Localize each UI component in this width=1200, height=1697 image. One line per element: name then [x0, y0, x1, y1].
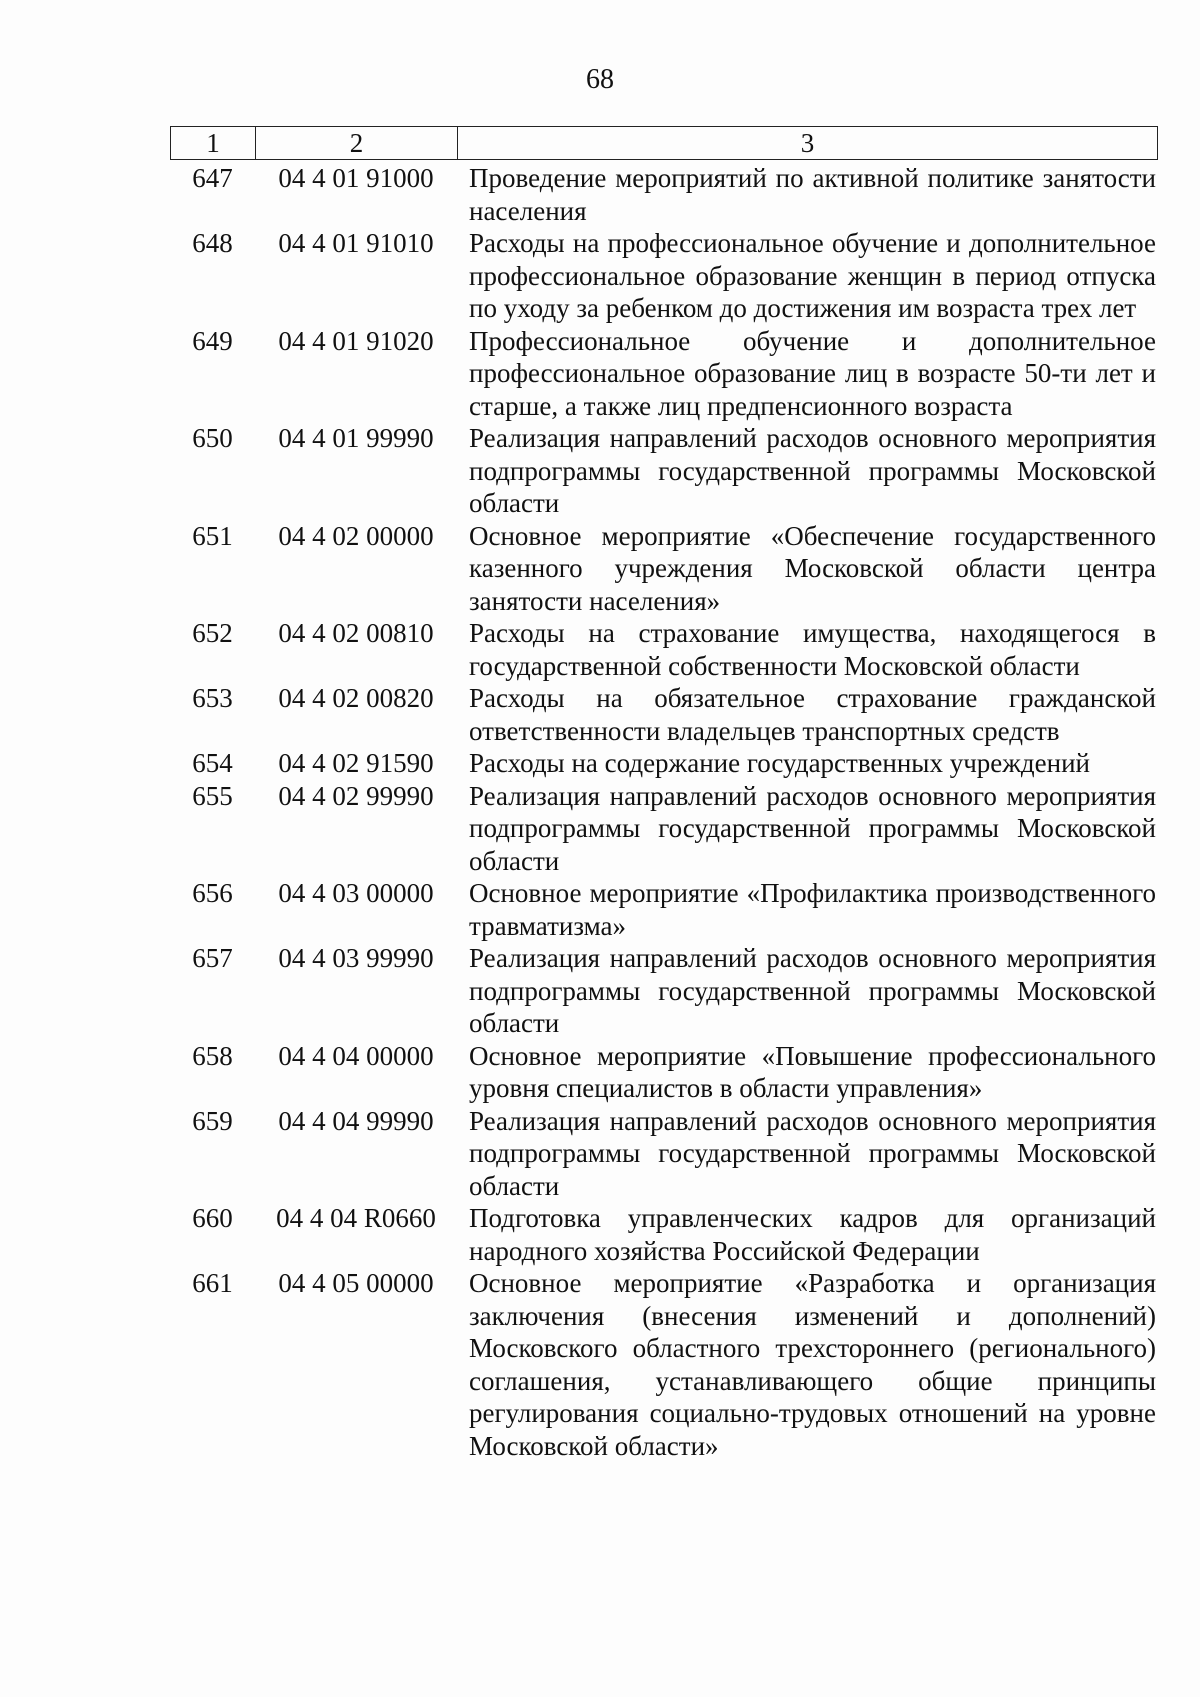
row-description: Проведение мероприятий по активной политике занятости населения: [469, 163, 1156, 226]
row-description: Основное мероприятие «Профилактика производственного травматизма»: [469, 878, 1156, 941]
table-row: [170, 520, 1158, 618]
row-code: 04 4 01 91000: [278, 163, 434, 193]
row-description: Реализация направлений расходов основного мероприятия подпрограммы государственной программы Московской области: [469, 423, 1156, 518]
page-number: 68: [586, 64, 614, 95]
table-row: [170, 617, 1158, 682]
row-code: 04 4 01 91010: [278, 228, 434, 258]
row-description: Подготовка управленческих кадров для организаций народного хозяйства Российской Федерации: [469, 1203, 1156, 1266]
row-number: 657: [192, 943, 233, 973]
row-description: Расходы на профессиональное обучение и дополнительное профессиональное образование женщин в период отпуска по уходу за ребенком до достижения им возраста трех лет: [469, 228, 1156, 323]
row-description: Расходы на содержание государственных учреждений: [469, 748, 1090, 778]
row-code: 04 4 01 91020: [278, 325, 434, 356]
row-description: Основное мероприятие «Обеспечение государственного казенного учреждения Московской области центра занятости населения»: [469, 520, 1156, 616]
row-description: Реализация направлений расходов основного мероприятия подпрограммы государственной программы Московской области: [469, 1105, 1156, 1201]
row-number: 649: [192, 325, 233, 356]
row-description: Расходы на страхование имущества, находящегося в государственной собственности Московской области: [469, 618, 1156, 681]
table-row: [170, 325, 1158, 423]
row-number: 647: [192, 163, 233, 193]
row-description: Реализация направлений расходов основного мероприятия подпрограммы государственной программы Московской области: [469, 780, 1156, 876]
row-code: 04 4 03 00000: [278, 878, 434, 908]
table-row: [170, 422, 1158, 520]
table-row: [170, 162, 1158, 227]
row-number: 659: [192, 1105, 233, 1136]
row-code: 04 4 04 R0660: [276, 1203, 436, 1233]
row-code: 04 4 02 91590: [278, 748, 434, 778]
row-code: 04 4 01 99990: [278, 423, 434, 453]
table-row: [170, 942, 1158, 1040]
table-row: [170, 1267, 1158, 1462]
row-code: 04 4 04 00000: [278, 1040, 434, 1071]
row-description: Основное мероприятие «Повышение профессионального уровня специалистов в области управления»: [469, 1040, 1156, 1103]
row-description: Основное мероприятие «Разработка и организация заключения (внесения изменений и дополнений) Московского областного трехстороннего (регионального) соглашения, устанавливающего общие принципы регулирования социально-трудовых отношений на уровне Московской области»: [469, 1268, 1156, 1461]
row-number: 655: [192, 780, 233, 811]
row-number: 661: [192, 1268, 233, 1298]
row-number: 656: [192, 878, 233, 908]
row-code: 04 4 05 00000: [278, 1268, 434, 1298]
row-code: 04 4 02 99990: [278, 780, 434, 811]
row-description: Профессиональное обучение и дополнительное профессиональное образование лиц в возрасте 50-ти лет и старше, а также лиц предпенсионного возраста: [469, 325, 1156, 421]
row-number: 653: [192, 683, 233, 713]
table-row: [170, 1040, 1158, 1105]
table-row: [170, 1105, 1158, 1203]
table-row: [170, 877, 1158, 942]
row-number: 658: [192, 1040, 233, 1071]
table-row: [170, 747, 1158, 780]
header-col-3: 3: [800, 127, 815, 158]
row-code: 04 4 04 99990: [278, 1105, 434, 1136]
row-code: 04 4 03 99990: [278, 943, 434, 973]
row-description: Реализация направлений расходов основного мероприятия подпрограммы государственной программы Московской области: [469, 943, 1156, 1038]
row-code: 04 4 02 00000: [278, 520, 434, 551]
row-number: 650: [192, 423, 233, 453]
row-number: 652: [192, 618, 233, 648]
row-description: Расходы на обязательное страхование гражданской ответственности владельцев транспортных средств: [469, 683, 1156, 746]
table-body: [170, 162, 1158, 1462]
row-number: 660: [192, 1203, 233, 1233]
row-number: 654: [192, 748, 233, 778]
table-row: [170, 780, 1158, 878]
table-row: [170, 227, 1158, 325]
row-number: 648: [192, 228, 233, 258]
table-header: [170, 126, 1158, 160]
header-col-2: 2: [256, 127, 458, 159]
table-row: [170, 682, 1158, 747]
row-code: 04 4 02 00810: [278, 618, 434, 648]
row-number: 651: [192, 520, 233, 551]
row-code: 04 4 02 00820: [278, 683, 434, 713]
header-col-1: 1: [171, 127, 256, 159]
table-row: [170, 1202, 1158, 1267]
